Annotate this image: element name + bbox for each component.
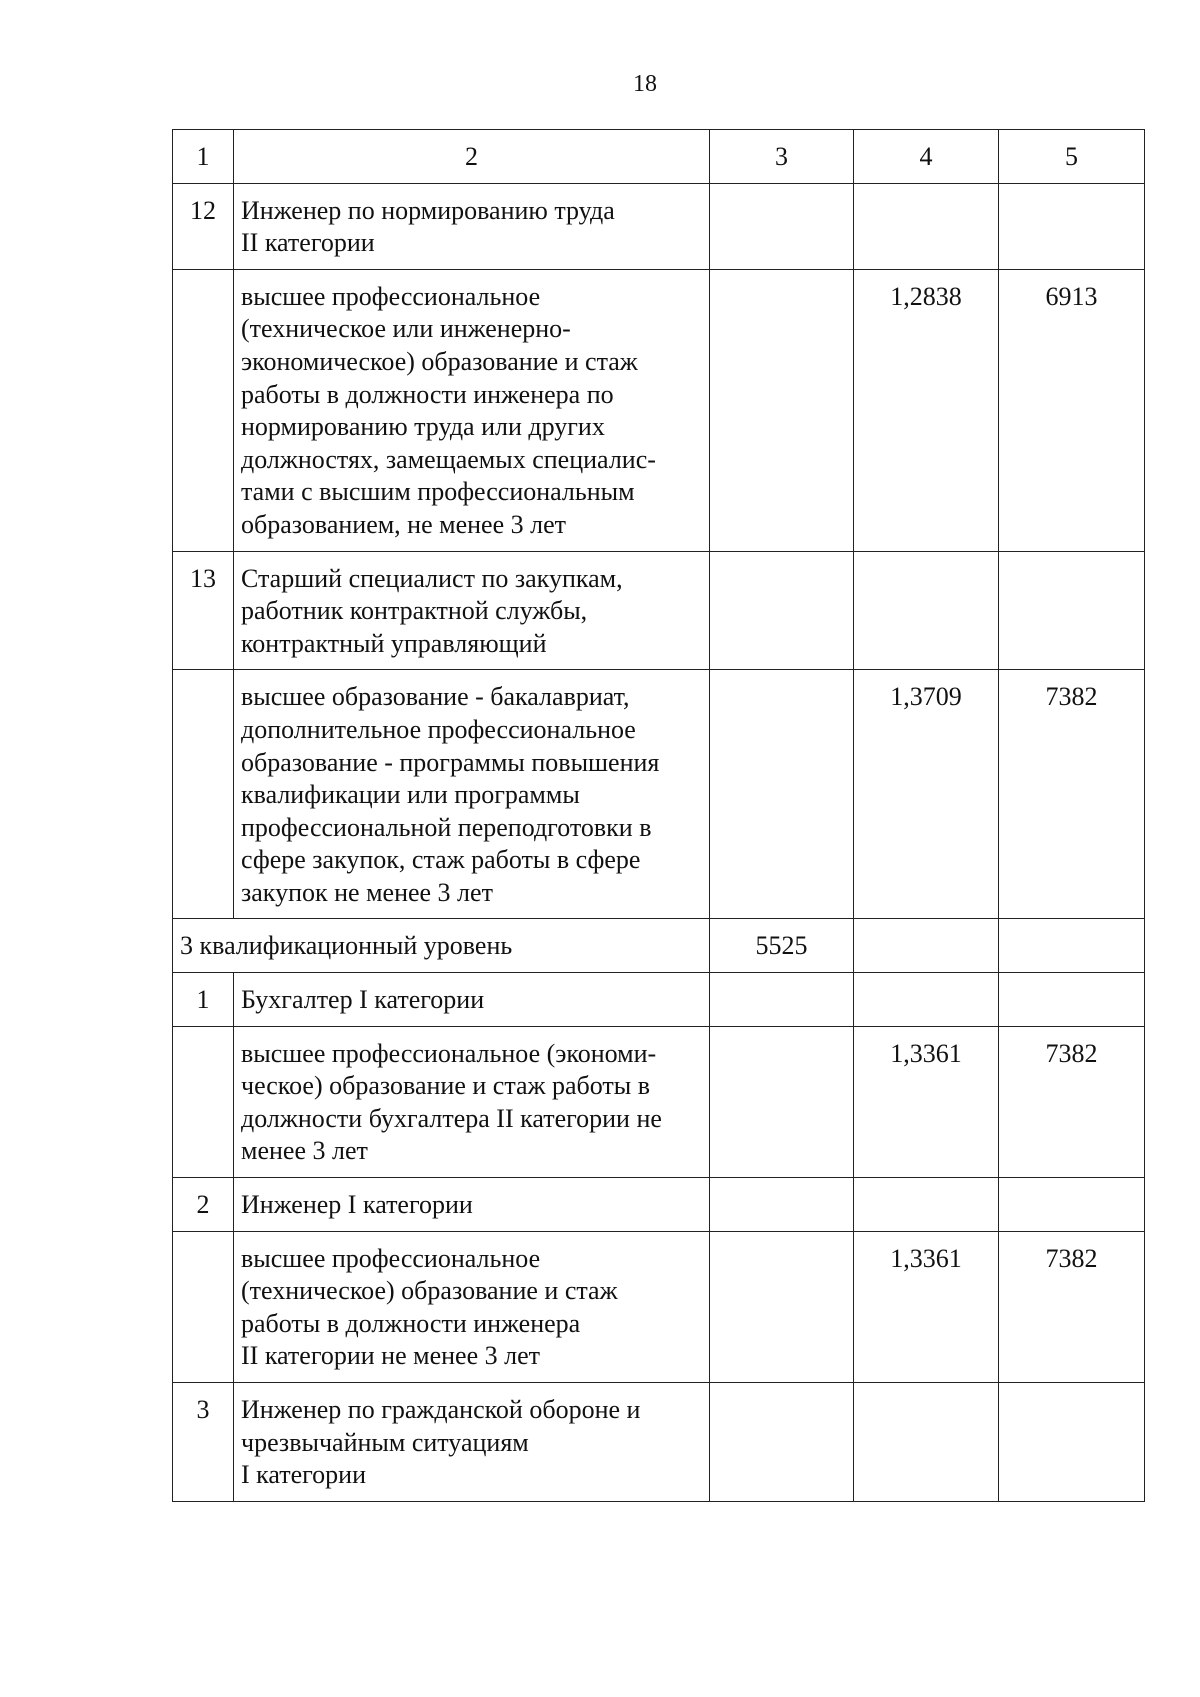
qualification-table [172, 129, 1145, 1502]
coefficient-cell: 1,3361 [854, 1026, 999, 1177]
text-line: Инженер по гражданской обороне и [241, 1395, 641, 1424]
base-salary-cell: 5525 [710, 919, 854, 973]
text-line: образованием, не менее 3 лет [241, 509, 566, 539]
row-number: 1 [173, 973, 234, 1027]
row-number: 3 [173, 1383, 234, 1502]
salary-cell: 7382 [999, 670, 1145, 919]
requirement-row [173, 1231, 1145, 1382]
salary-cell [999, 919, 1145, 973]
text-line: тами с высшим профессиональным [241, 477, 635, 507]
text-line: должностях, замещаемых специалис- [241, 444, 656, 474]
salary-cell [999, 1178, 1145, 1232]
text-line: образование - программы повышения [241, 747, 660, 777]
requirement-row [173, 670, 1145, 919]
coefficient-cell: 1,3361 [854, 1231, 999, 1382]
salary-cell [999, 183, 1145, 269]
text-line: I категории [241, 1460, 367, 1490]
salary-cell: 7382 [999, 1026, 1145, 1177]
text-line: нормированию труда или других [241, 412, 605, 442]
base-salary-cell [710, 670, 854, 919]
text-line: II категории не менее 3 лет [241, 1341, 540, 1371]
row-number: 2 [173, 1178, 234, 1232]
header-cell-4: 4 [854, 130, 999, 184]
qualification-level-label: 3 квалификационный уровень [173, 919, 710, 973]
text-line: Инженер по нормированию труда [241, 195, 615, 225]
position-title [234, 1178, 710, 1232]
coefficient-cell: 1,3709 [854, 670, 999, 919]
salary-cell [999, 973, 1145, 1027]
qualification-level-row [173, 919, 1145, 973]
salary-cell: 7382 [999, 1231, 1145, 1382]
text-line: менее 3 лет [241, 1136, 368, 1166]
text-line: работы в должности инженера по [241, 379, 614, 409]
base-salary-cell [710, 269, 854, 551]
requirement-text [234, 1026, 710, 1177]
base-salary-cell [710, 1231, 854, 1382]
requirement-text [234, 670, 710, 919]
text-line: квалификации или программы [241, 780, 580, 810]
coefficient-cell [854, 551, 999, 670]
requirement-text [234, 269, 710, 551]
position-title [234, 551, 710, 670]
row-number [173, 269, 234, 551]
text-line: (техническое или инженерно- [241, 314, 571, 344]
salary-cell: 6913 [999, 269, 1145, 551]
position-row [173, 1178, 1145, 1232]
position-title [234, 1383, 710, 1502]
coefficient-cell [854, 1383, 999, 1502]
text-line: работник контрактной службы, [241, 596, 588, 626]
position-title [234, 183, 710, 269]
header-cell-3: 3 [710, 130, 854, 184]
position-row [173, 1383, 1145, 1502]
coefficient-cell [854, 919, 999, 973]
coefficient-cell: 1,2838 [854, 269, 999, 551]
position-row [173, 551, 1145, 670]
base-salary-cell [710, 1026, 854, 1177]
text-line: экономическое) образование и стаж [241, 346, 638, 376]
base-salary-cell [710, 183, 854, 269]
requirement-text [234, 1231, 710, 1382]
text-line: сфере закупок, стаж работы в сфере [241, 845, 641, 875]
row-number: 12 [173, 183, 234, 269]
coefficient-cell [854, 183, 999, 269]
text-line: Бухгалтер I категории [241, 985, 485, 1015]
base-salary-cell [710, 551, 854, 670]
position-row [173, 183, 1145, 269]
header-cell-2: 2 [234, 130, 710, 184]
requirement-row [173, 1026, 1145, 1177]
text-line: должности бухгалтера II категории не [241, 1103, 662, 1133]
text-line: работы в должности инженера [241, 1308, 581, 1338]
text-line: чрезвычайным ситуациям [241, 1427, 529, 1457]
text-line: профессиональной переподготовки в [241, 812, 652, 842]
text-line: высшее профессиональное [241, 1243, 541, 1273]
text-line: Старший специалист по закупкам, [241, 563, 623, 593]
text-line: контрактный управляющий [241, 628, 547, 658]
text-line: Инженер I категории [241, 1190, 473, 1220]
position-title [234, 973, 710, 1027]
header-cell-1: 1 [173, 130, 234, 184]
salary-cell [999, 1383, 1145, 1502]
text-line: ческое) образование и стаж работы в [241, 1071, 651, 1101]
header-cell-5: 5 [999, 130, 1145, 184]
text-line: дополнительное профессиональное [241, 714, 636, 744]
position-row [173, 973, 1145, 1027]
row-number: 13 [173, 551, 234, 670]
coefficient-cell [854, 1178, 999, 1232]
text-line: (техническое) образование и стаж [241, 1276, 618, 1306]
text-line: высшее профессиональное [241, 281, 541, 311]
text-line: высшее профессиональное (экономи- [241, 1038, 657, 1068]
row-number [173, 1231, 234, 1382]
text-line: закупок не менее 3 лет [241, 877, 493, 907]
page-number: 18 [633, 71, 657, 97]
requirement-row [173, 269, 1145, 551]
table-header-row [173, 130, 1145, 184]
salary-cell [999, 551, 1145, 670]
base-salary-cell [710, 973, 854, 1027]
text-line: высшее образование - бакалавриат, [241, 682, 630, 712]
coefficient-cell [854, 973, 999, 1027]
row-number [173, 1026, 234, 1177]
base-salary-cell [710, 1383, 854, 1502]
row-number [173, 670, 234, 919]
text-line: II категории [241, 228, 375, 258]
base-salary-cell [710, 1178, 854, 1232]
